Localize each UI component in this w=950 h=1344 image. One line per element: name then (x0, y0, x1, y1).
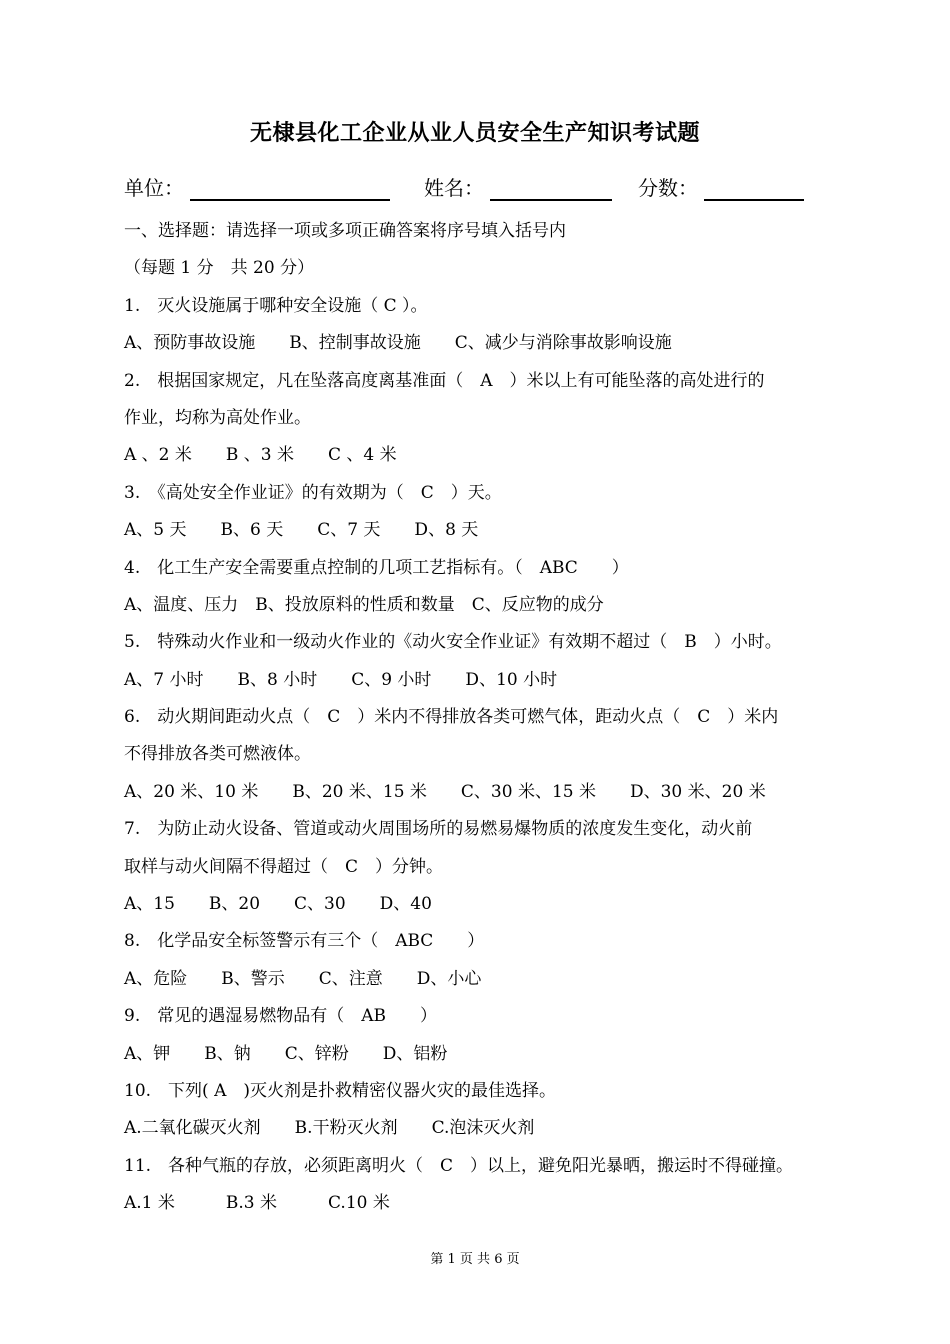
options-7: A、15 B、20 C、30 D、40 (124, 894, 432, 915)
question-8: 8. 化学品安全标签警示有三个（ ABC ） (124, 931, 485, 952)
question-10: 10. 下列( A )灭火剂是扑救精密仪器火灾的最佳选择。 (124, 1080, 556, 1101)
options-2: A 、2 米 B 、3 米 C 、4 米 (124, 445, 397, 466)
score-field (638, 172, 804, 201)
question-5: 5. 特殊动火作业和一级动火作业的《动火安全作业证》有效期不超过（ B ）小时。 (124, 632, 782, 653)
name-blank[interactable] (490, 173, 612, 201)
question-7-cont: 取样与动火间隔不得超过（ C ）分钟。 (124, 856, 444, 877)
question-7: 7. 为防止动火设备、管道或动火周围场所的易燃易爆物质的浓度发生变化，动火前 (124, 819, 753, 840)
section-note: （每题 1 分 共 20 分） (124, 258, 315, 279)
options-1: A、预防事故设施 B、控制事故设施 C、减少与消除事故影响设施 (124, 333, 672, 354)
options-10: A.二氧化碳灭火剂 B.干粉灭火剂 C.泡沫灭火剂 (124, 1118, 535, 1139)
options-11: A.1 米 B.3 米 C.10 米 (124, 1193, 390, 1214)
unit-label: 单位： (124, 176, 184, 200)
score-blank[interactable] (704, 173, 804, 201)
unit-blank[interactable] (190, 173, 390, 201)
options-6: A、20 米、10 米 B、20 米、15 米 C、30 米、15 米 D、30 米、20 米 (124, 781, 766, 802)
options-3: A、5 天 B、6 天 C、7 天 D、8 天 (124, 520, 479, 541)
page-footer: 第 1 页 共 6 页 (430, 1252, 520, 1267)
section-heading: 一、选择题：请选择一项或多项正确答案将序号填入括号内 (124, 221, 566, 241)
options-4: A、温度、压力 B、投放原料的性质和数量 C、反应物的成分 (124, 594, 604, 615)
name-label: 姓名： (424, 176, 484, 200)
question-1: 1. 灭火设施属于哪种安全设施（ C ）。 (124, 295, 428, 316)
name-field (424, 172, 612, 201)
info-row (124, 172, 824, 204)
options-8: A、危险 B、警示 C、注意 D、小心 (124, 968, 482, 989)
question-6-cont: 不得排放各类可燃液体。 (124, 744, 311, 765)
score-label: 分数： (638, 176, 698, 200)
question-list (124, 218, 844, 1228)
unit-field (124, 172, 390, 201)
page-title: 无棣县化工企业从业人员安全生产知识考试题 (249, 121, 700, 146)
question-2: 2. 根据国家规定，凡在坠落高度离基准面（ A ）米以上有可能坠落的高处进行的 (124, 370, 765, 391)
options-9: A、钾 B、钠 C、锌粉 D、铝粉 (124, 1043, 448, 1064)
question-2-cont: 作业，均称为高处作业。 (124, 407, 311, 428)
options-5: A、7 小时 B、8 小时 C、9 小时 D、10 小时 (124, 669, 558, 690)
question-9: 9. 常见的遇湿易燃物品有（ AB ） (124, 1006, 437, 1027)
question-6: 6. 动火期间距动火点（ C ）米内不得排放各类可燃气体，距动火点（ C ）米内 (124, 707, 779, 728)
question-11: 11. 各种气瓶的存放，必须距离明火（ C ）以上，避免阳光暴晒，搬运时不得碰撞。 (124, 1155, 794, 1176)
question-3: 3. 《高处安全作业证》的有效期为（ C ）天。 (124, 482, 502, 503)
question-4: 4. 化工生产安全需要重点控制的几项工艺指标有。（ ABC ） (124, 557, 629, 578)
